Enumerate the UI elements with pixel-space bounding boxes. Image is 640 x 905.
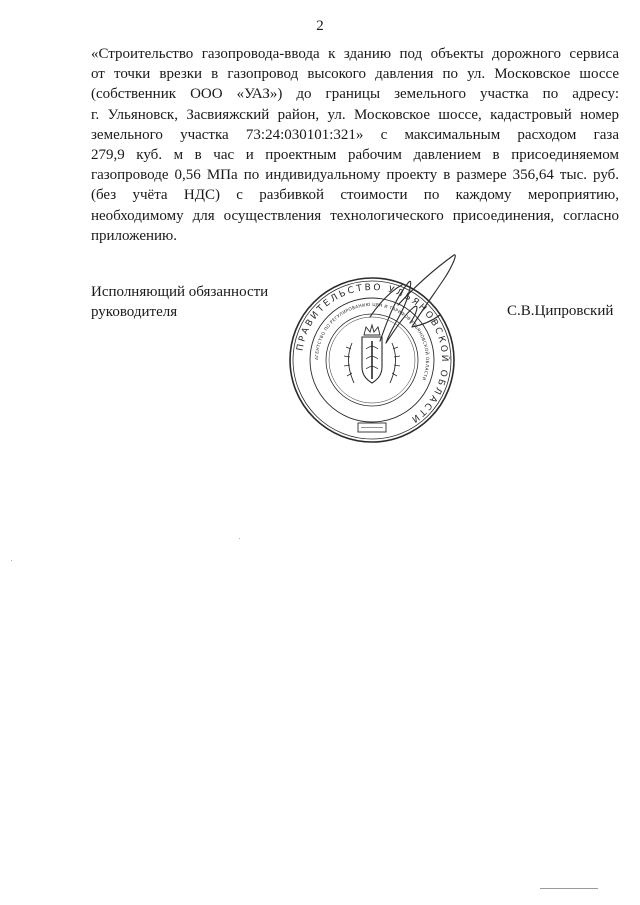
body-line: газопроводе 0,56 МПа по индивидуальному проекту в размере 356,64 тыс. руб.: [91, 167, 619, 184]
body-paragraph: [91, 44, 619, 246]
body-line: 279,9 куб. м в час и проектным рабочим давлением в присоединяемом: [91, 147, 619, 164]
body-line: необходимому для осуществления технологического присоединения, согласно: [91, 207, 619, 224]
body-line: «Строительство газопровода-ввода к зданию под объекты дорожного сервиса: [91, 46, 619, 62]
signatory-title-line: руководителя: [91, 304, 178, 320]
footer-line: [540, 888, 598, 889]
scan-speck: [11, 560, 12, 561]
body-line: приложению.: [91, 227, 178, 244]
body-line: (без учёта НДС) с разбивкой стоимости по каждому мероприятию,: [91, 187, 619, 204]
body-line: земельного участка 73:24:030101:321» с максимальным расходом газа: [91, 126, 619, 143]
body-line: (собственник ООО «УАЗ») до границы земельного участка по адресу:: [91, 86, 619, 103]
official-seal-icon: [282, 245, 462, 445]
scan-speck: [239, 538, 240, 539]
page-number: 2: [316, 18, 324, 34]
signatory-title: [91, 282, 268, 322]
svg-text:АГЕНТСТВО ПО РЕГУЛИРОВАНИЮ ЦЕН: АГЕНТСТВО ПО РЕГУЛИРОВАНИЮ ЦЕН И ТАРИФОВ УЛЬЯНОВСКОЙ ОБЛАСТИ: [314, 302, 430, 381]
svg-text:ПРАВИТЕЛЬСТВО УЛЬЯНОВСКОЙ ОБЛА: ПРАВИТЕЛЬСТВО УЛЬЯНОВСКОЙ ОБЛАСТИ: [295, 282, 450, 426]
body-line: г. Ульяновск, Засвияжский район, ул. Московское шоссе, кадастровый номер: [91, 106, 619, 123]
signatory-title-line: Исполняющий обязанности: [91, 284, 269, 300]
signatory-name: С.В.Ципровский: [507, 303, 614, 319]
body-line: от точки врезки в газопровод высокого давления по ул. Московское шоссе: [91, 66, 619, 83]
